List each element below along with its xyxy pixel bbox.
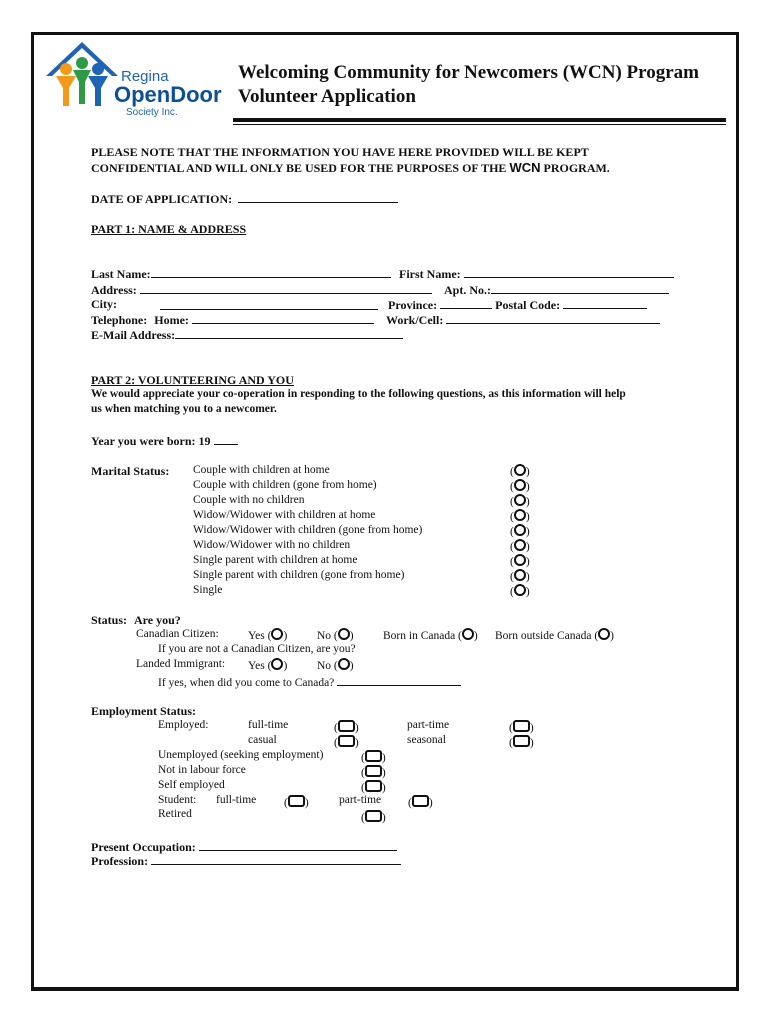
- student-full-time-label: full-time: [216, 794, 257, 806]
- landed-yes-option[interactable]: Yes ( ): [248, 660, 288, 672]
- first-name-field[interactable]: [464, 266, 674, 278]
- retired-checkbox[interactable]: ( ): [361, 812, 386, 824]
- no-label: No (: [317, 660, 338, 672]
- part2-intro-line1: We would appreciate your co-operation in responding to the following questions, as this information will help: [91, 388, 626, 400]
- apt-label: Apt. No.:: [444, 283, 491, 297]
- radio-icon[interactable]: [598, 628, 610, 640]
- checkbox-icon[interactable]: [338, 720, 355, 732]
- notice-line1: PLEASE NOTE THAT THE INFORMATION YOU HAVE HERE PROVIDED WILL BE KEPT: [91, 145, 589, 159]
- marital-option: Couple with children (gone from home): [193, 479, 377, 491]
- checkbox-icon[interactable]: [365, 810, 382, 822]
- part2-intro-line2: us when matching you to a newcomer.: [91, 403, 277, 415]
- checkbox-icon[interactable]: [365, 780, 382, 792]
- city-row: [91, 297, 117, 312]
- email-field[interactable]: [175, 327, 403, 339]
- organization-logo: [38, 36, 228, 122]
- marital-option: Widow/Widower with no children: [193, 539, 351, 551]
- marital-status-label: Marital Status:: [91, 464, 170, 478]
- title-rule-thin: [233, 124, 726, 125]
- not-labour-force-checkbox[interactable]: ( ): [361, 767, 386, 779]
- student-full-time-checkbox[interactable]: ( ): [284, 797, 309, 809]
- marital-option: Single: [193, 584, 223, 596]
- marital-radio[interactable]: ( ): [510, 496, 530, 508]
- radio-icon[interactable]: [514, 509, 526, 521]
- status-row: [91, 613, 181, 628]
- present-occupation-field[interactable]: [199, 839, 397, 851]
- employed-part-time-label: part-time: [407, 719, 450, 731]
- radio-icon[interactable]: [514, 554, 526, 566]
- self-employed-label: Self employed: [158, 779, 225, 791]
- year-born-row: [91, 433, 238, 449]
- address-row: Address:: [91, 282, 432, 298]
- marital-radio[interactable]: ( ): [510, 511, 530, 523]
- profession-row: [91, 853, 401, 869]
- radio-icon[interactable]: [514, 524, 526, 536]
- radio-icon[interactable]: [514, 539, 526, 551]
- page-title: Welcoming Community for Newcomers (WCN) Program: [238, 62, 700, 83]
- last-name-field[interactable]: [151, 266, 391, 278]
- date-label: DATE OF APPLICATION:: [91, 192, 233, 206]
- present-occupation-label: Present Occupation:: [91, 840, 196, 854]
- home-phone-label: Home:: [154, 313, 189, 327]
- employed-full-time-label: full-time: [248, 719, 289, 731]
- marital-option: Single parent with children at home: [193, 554, 358, 566]
- email-row: [91, 327, 403, 343]
- landed-no-option[interactable]: No ( ): [317, 660, 354, 672]
- notice-line2: [91, 160, 610, 176]
- canadian-citizen-label: Canadian Citizen:: [136, 628, 219, 640]
- profession-label: Profession:: [91, 854, 149, 868]
- first-name-label: First Name:: [399, 267, 461, 281]
- work-cell-label: Work/Cell:: [386, 313, 444, 327]
- landed-immigrant-label: Landed Immigrant:: [136, 658, 226, 670]
- logo-line1: Regina: [121, 68, 169, 85]
- employed-part-time-checkbox[interactable]: ( ): [509, 722, 534, 734]
- came-to-canada-label: If yes, when did you come to Canada?: [158, 677, 335, 689]
- employed-casual-checkbox[interactable]: ( ): [334, 737, 359, 749]
- yes-label: Yes (: [248, 630, 272, 642]
- checkbox-icon[interactable]: [288, 795, 305, 807]
- notice-wcn: WCN: [509, 160, 541, 175]
- checkbox-icon[interactable]: [365, 765, 382, 777]
- home-phone-field[interactable]: [192, 312, 374, 324]
- employed-label: Employed:: [158, 719, 209, 731]
- marital-option: Couple with children at home: [193, 464, 330, 476]
- not-citizen-question: If you are not a Canadian Citizen, are you?: [158, 643, 356, 655]
- profession-field[interactable]: [151, 853, 401, 865]
- marital-option: Widow/Widower with children at home: [193, 509, 376, 521]
- radio-icon[interactable]: [271, 628, 283, 640]
- unemployed-checkbox[interactable]: ( ): [361, 752, 386, 764]
- apt-field[interactable]: [491, 282, 669, 294]
- came-to-canada-row: [158, 674, 461, 689]
- city-field[interactable]: [160, 298, 378, 310]
- marital-radio[interactable]: ( ): [510, 541, 530, 553]
- part1-heading: PART 1: NAME & ADDRESS: [91, 222, 247, 236]
- logo-line2: OpenDoor: [114, 82, 222, 107]
- marital-radio[interactable]: ( ): [510, 481, 530, 493]
- address-label: Address: [91, 283, 133, 297]
- page-subtitle: Volunteer Application: [238, 86, 416, 107]
- work-cell-row: [386, 312, 660, 328]
- employed-casual-label: casual: [248, 734, 277, 746]
- employed-seasonal-label: seasonal: [407, 734, 446, 746]
- employment-status-label: Employment Status:: [91, 704, 197, 718]
- citizen-yes-option[interactable]: Yes ( ): [248, 630, 288, 642]
- employed-seasonal-checkbox[interactable]: ( ): [509, 737, 534, 749]
- radio-icon[interactable]: [338, 658, 350, 670]
- notice-line2-end: PROGRAM.: [543, 161, 610, 175]
- address-field[interactable]: [140, 282, 432, 294]
- marital-radio[interactable]: ( ): [510, 586, 530, 598]
- employed-full-time-checkbox[interactable]: ( ): [334, 722, 359, 734]
- radio-icon[interactable]: [514, 464, 526, 476]
- yes-label: Yes (: [248, 660, 272, 672]
- born-outside-canada-option[interactable]: Born outside Canada ( ): [495, 630, 615, 642]
- marital-radio[interactable]: ( ): [510, 556, 530, 568]
- radio-icon[interactable]: [462, 628, 474, 640]
- marital-radio[interactable]: ( ): [510, 571, 530, 583]
- not-labour-force-label: Not in labour force: [158, 764, 246, 776]
- are-you-label: Are you?: [134, 613, 181, 627]
- year-born-label: Year you were born: 19: [91, 434, 211, 448]
- last-name-row: [91, 266, 391, 282]
- logo-line3: Society Inc.: [126, 107, 178, 118]
- email-label: E-Mail Address:: [91, 328, 176, 342]
- part2-heading: PART 2: VOLUNTEERING AND YOU: [91, 373, 294, 387]
- logo-mark-icon: [38, 36, 228, 122]
- postal-code-field[interactable]: [563, 297, 647, 309]
- telephone-row: [91, 312, 374, 328]
- postal-code-label: Postal Code:: [495, 298, 561, 312]
- radio-icon[interactable]: [514, 494, 526, 506]
- student-part-time-label: part-time: [339, 794, 382, 806]
- student-label: Student:: [158, 794, 197, 806]
- marital-radio[interactable]: ( ): [510, 466, 530, 478]
- title-rule-thick: [233, 118, 726, 122]
- no-label: No (: [317, 630, 338, 642]
- work-cell-field[interactable]: [446, 312, 660, 324]
- radio-icon[interactable]: [514, 569, 526, 581]
- radio-icon[interactable]: [271, 658, 283, 670]
- year-born-field[interactable]: [214, 433, 238, 445]
- city-label: City:: [91, 297, 117, 311]
- last-name-label: Last Name:: [91, 267, 151, 281]
- apt-row: [444, 282, 669, 298]
- province-row: [388, 297, 647, 313]
- date-field[interactable]: [238, 191, 398, 203]
- marital-option: Couple with no children: [193, 494, 305, 506]
- marital-option: Single parent with children (gone from home): [193, 569, 405, 581]
- province-label: Province:: [388, 298, 438, 312]
- student-part-time-checkbox[interactable]: ( ): [408, 797, 433, 809]
- date-of-application: [91, 191, 398, 207]
- radio-icon[interactable]: [338, 628, 350, 640]
- notice-line2-text: CONFIDENTIAL AND WILL ONLY BE USED FOR THE PURPOSES OF THE: [91, 161, 507, 175]
- telephone-label: Telephone:: [91, 313, 148, 327]
- first-name-row: [399, 266, 674, 282]
- born-in-canada-label: Born in Canada (: [383, 630, 462, 642]
- marital-option: Widow/Widower with children (gone from home): [193, 524, 423, 536]
- marital-radio[interactable]: ( ): [510, 526, 530, 538]
- citizen-no-option[interactable]: No ( ): [317, 630, 354, 642]
- checkbox-icon[interactable]: [412, 795, 429, 807]
- came-to-canada-field[interactable]: [337, 674, 461, 686]
- checkbox-icon[interactable]: [513, 735, 530, 747]
- radio-icon[interactable]: [514, 584, 526, 596]
- unemployed-label: Unemployed (seeking employment): [158, 749, 324, 761]
- status-label: Status:: [91, 613, 128, 627]
- checkbox-icon[interactable]: [365, 750, 382, 762]
- checkbox-icon[interactable]: [338, 735, 355, 747]
- self-employed-checkbox[interactable]: ( ): [361, 782, 386, 794]
- province-field[interactable]: [440, 297, 492, 309]
- checkbox-icon[interactable]: [513, 720, 530, 732]
- born-in-canada-option[interactable]: Born in Canada ( ): [383, 630, 478, 642]
- radio-icon[interactable]: [514, 479, 526, 491]
- born-outside-label: Born outside Canada (: [495, 630, 599, 642]
- retired-label: Retired: [158, 808, 192, 820]
